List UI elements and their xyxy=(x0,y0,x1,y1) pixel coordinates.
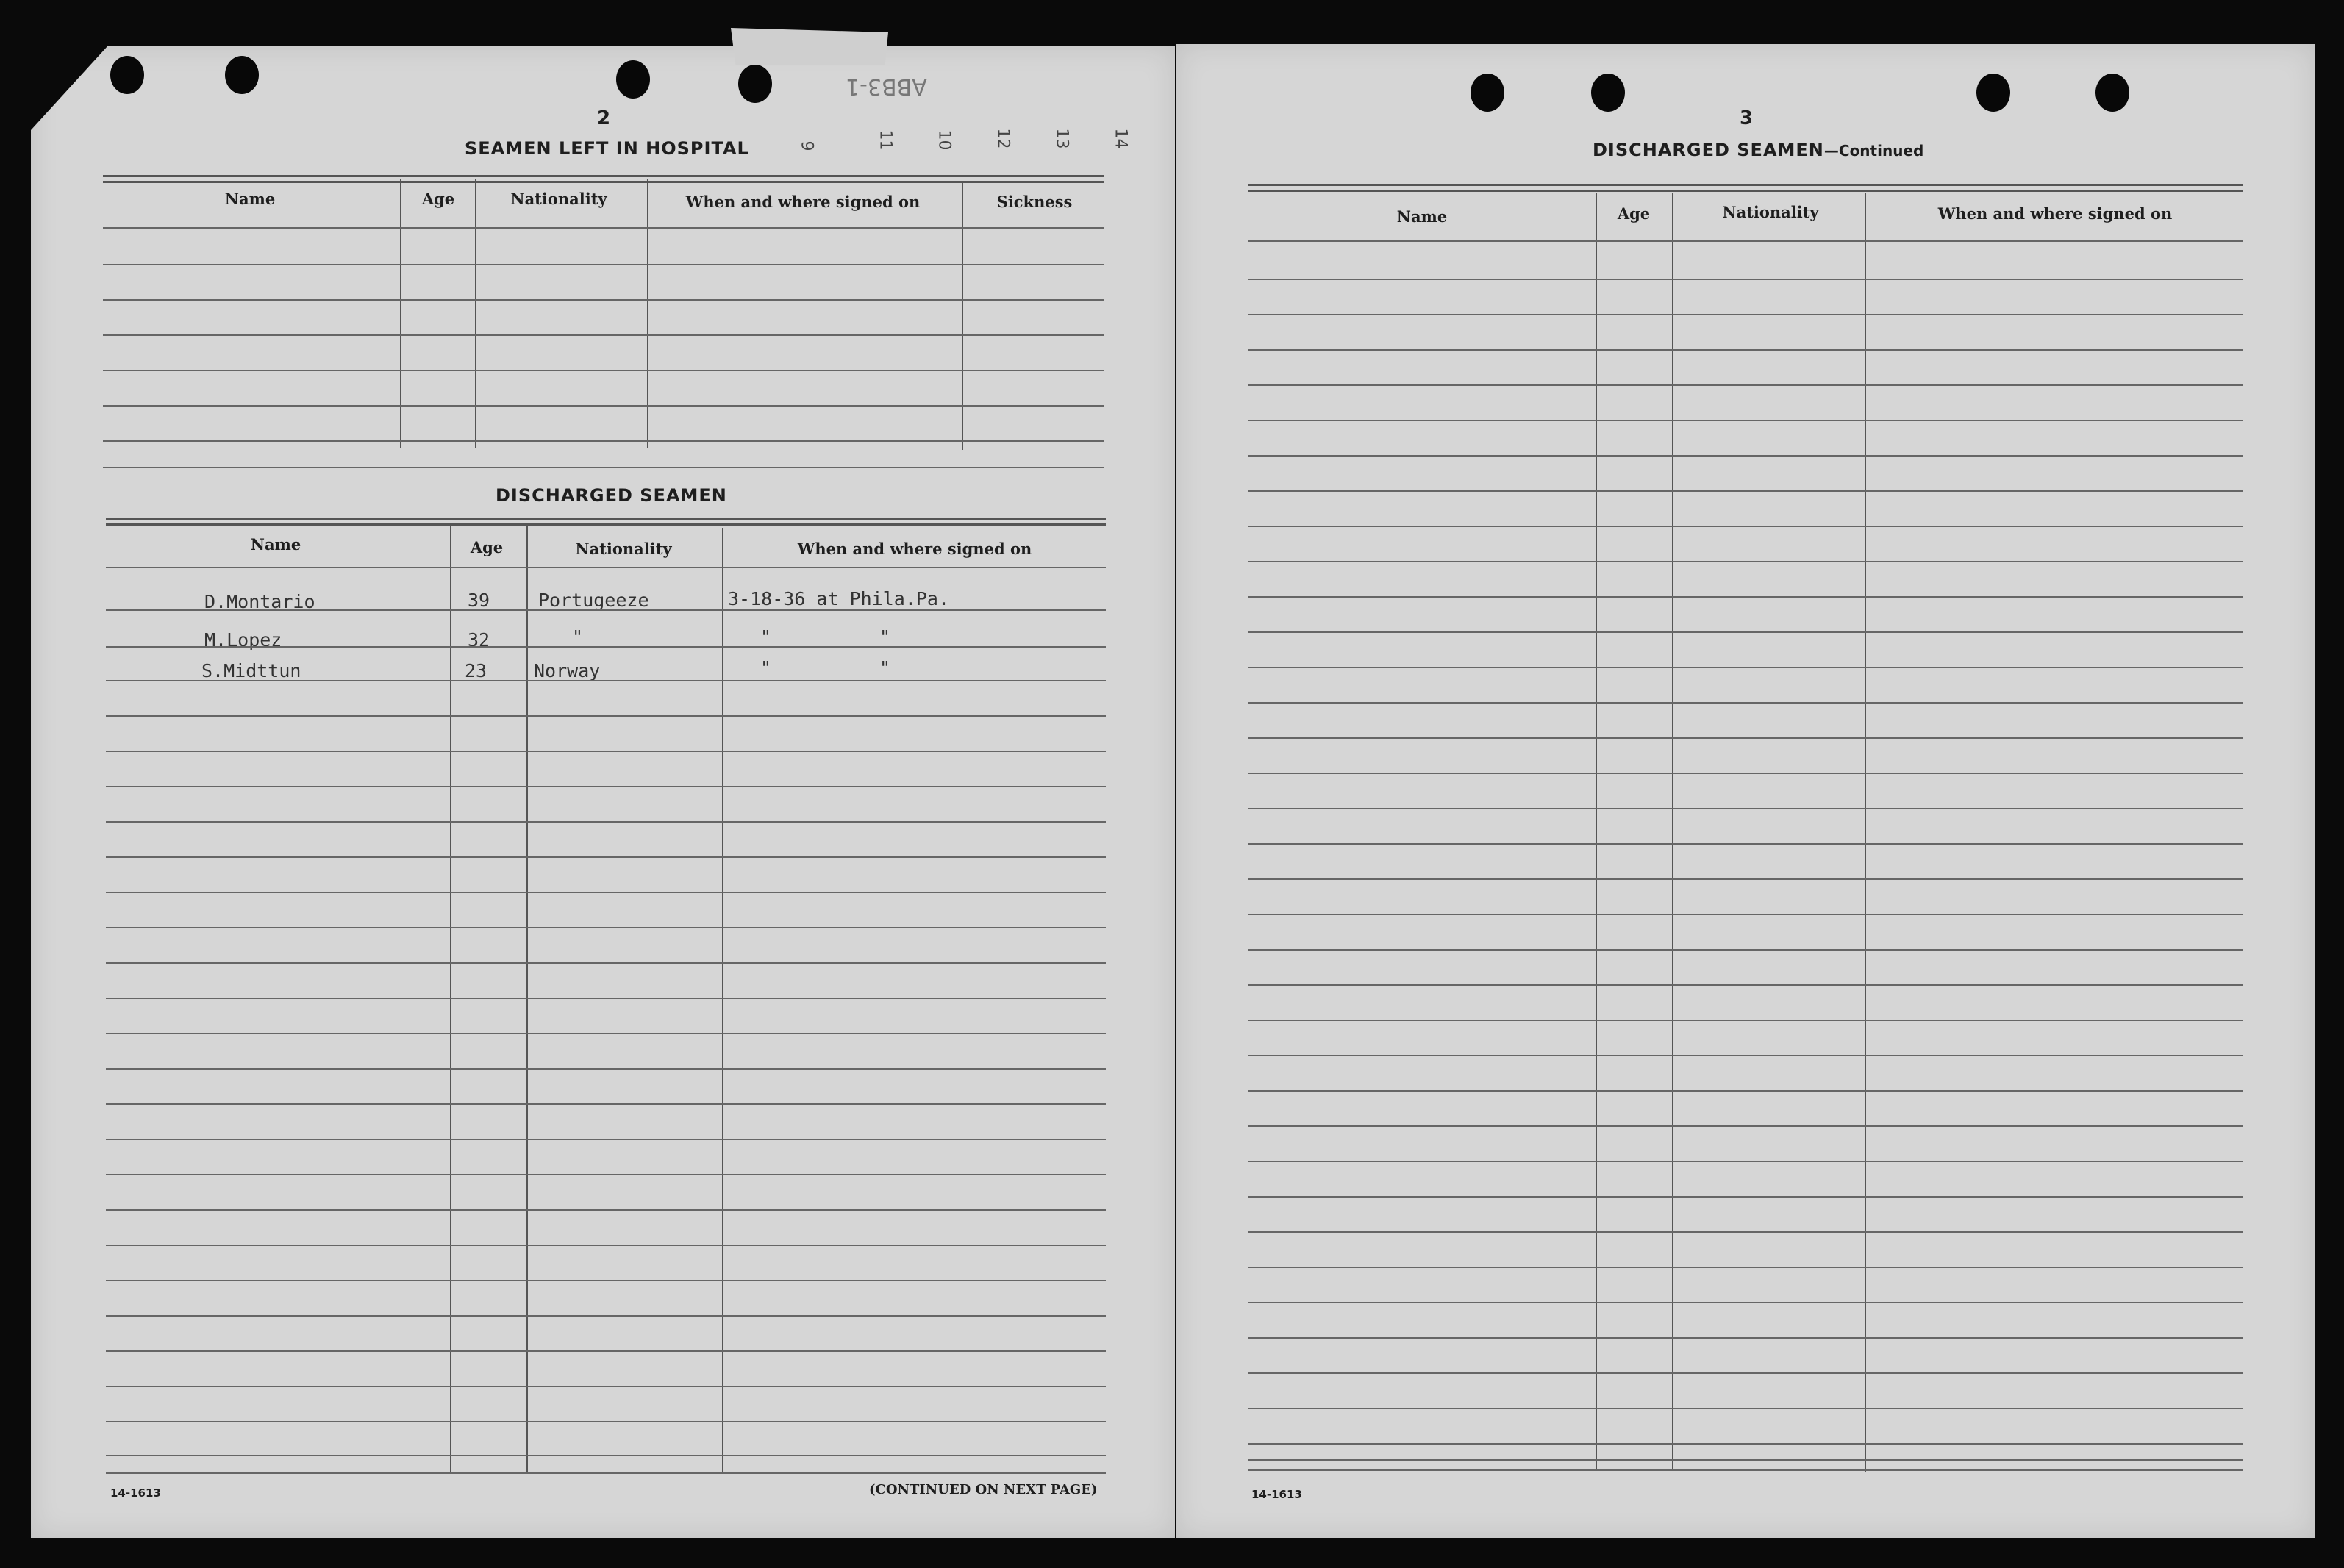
margin-digit: 11 xyxy=(876,129,895,151)
margin-digit: 14 xyxy=(1111,128,1130,149)
seaman-name: M.Lopez xyxy=(204,629,282,651)
discharged-col-name: Name xyxy=(250,535,301,554)
page-number: 2 xyxy=(597,107,611,129)
continued-col-name: Name xyxy=(1396,207,1448,226)
continued-col-age: Age xyxy=(1617,204,1651,223)
margin-digit: 10 xyxy=(935,129,954,151)
seaman-age: 23 xyxy=(465,660,487,681)
hospital-col-signed-on: When and where signed on xyxy=(685,193,921,211)
hospital-col-sickness: Sickness xyxy=(996,193,1073,211)
hospital-col-age: Age xyxy=(421,190,455,208)
stamp-mark: ABB3-1 xyxy=(846,74,927,99)
seaman-signed-on: " xyxy=(760,626,772,648)
seaman-age: 32 xyxy=(468,629,490,651)
continued-col-nationality: Nationality xyxy=(1722,203,1819,221)
continued-note: (CONTINUED ON NEXT PAGE) xyxy=(869,1482,1098,1497)
seaman-signed-on: 3-18-36 at Phila.Pa. xyxy=(728,588,950,609)
margin-digit: 13 xyxy=(1052,128,1071,149)
discharged-col-nationality: Nationality xyxy=(575,540,672,558)
page-number: 3 xyxy=(1740,107,1754,129)
seaman-signed-on: " xyxy=(760,657,772,679)
seaman-signed-on-place: " xyxy=(879,626,891,648)
discharged-col-age: Age xyxy=(470,538,504,556)
hospital-col-nationality: Nationality xyxy=(510,190,607,208)
seaman-age: 39 xyxy=(468,590,490,611)
seaman-name: D.Montario xyxy=(204,591,315,612)
form-code: 14-1613 xyxy=(1251,1488,1302,1501)
form-code: 14-1613 xyxy=(110,1486,161,1500)
discharged-section-title: DISCHARGED SEAMEN xyxy=(496,485,727,506)
margin-digit: 9 xyxy=(797,140,816,151)
seaman-nationality: Portugeeze xyxy=(538,590,649,611)
margin-digit: 12 xyxy=(993,128,1012,149)
continued-col-signed-on: When and where signed on xyxy=(1937,204,2173,223)
hospital-col-name: Name xyxy=(224,190,276,208)
hospital-section-title: SEAMEN LEFT IN HOSPITAL xyxy=(465,138,749,159)
discharged-col-signed-on: When and where signed on xyxy=(797,540,1032,558)
continued-section-title: DISCHARGED SEAMEN—Continued xyxy=(1593,140,1924,160)
seaman-name: S.Midttun xyxy=(201,660,301,681)
seaman-nationality: " xyxy=(572,626,584,648)
seaman-signed-on-place: " xyxy=(879,657,891,679)
seaman-nationality: Norway xyxy=(534,660,601,681)
